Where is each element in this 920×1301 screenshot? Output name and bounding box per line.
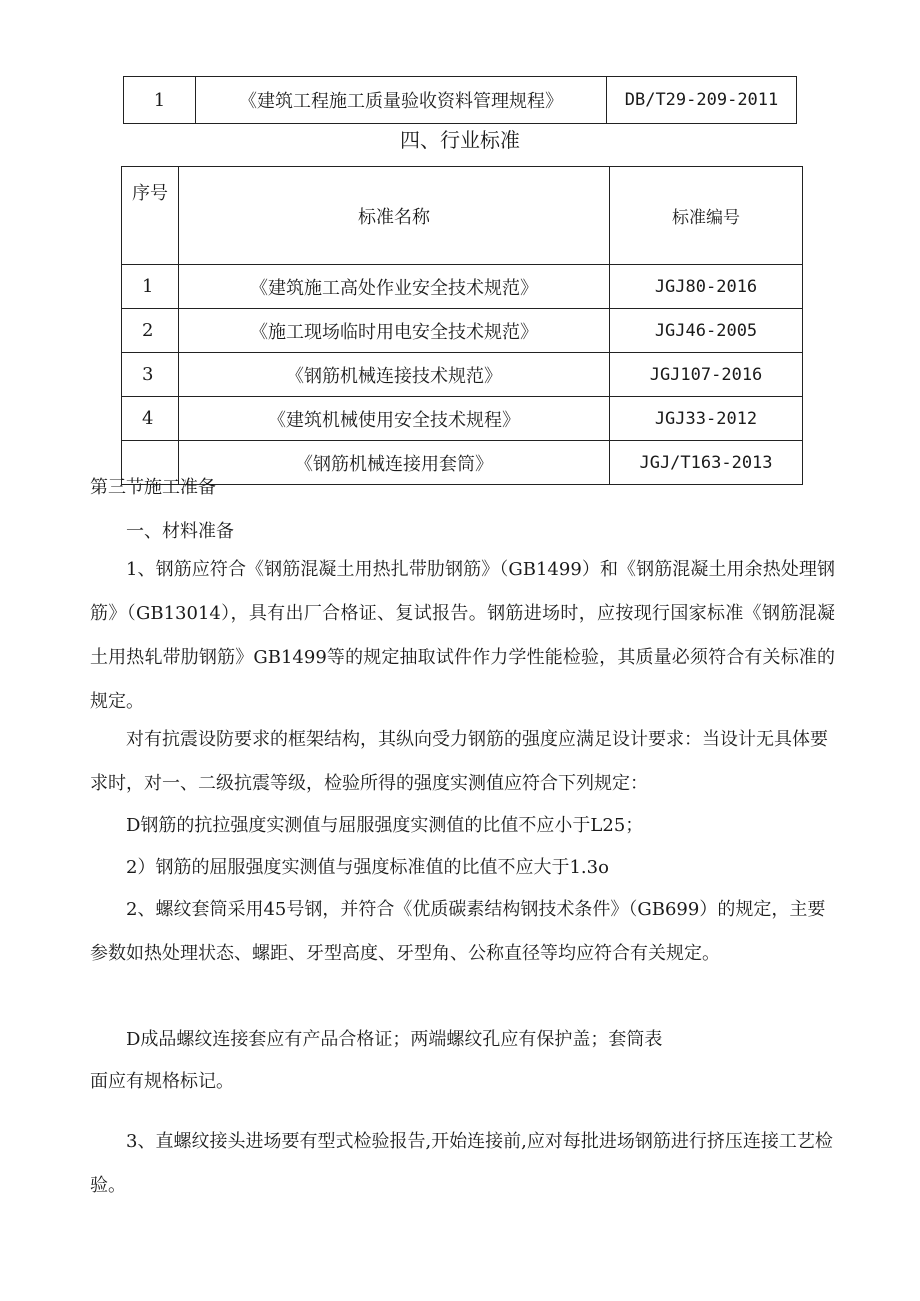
standard-name: 《建筑机械使用安全技术规程》	[179, 397, 610, 441]
header-number: 序号	[122, 167, 179, 265]
table-header-row	[122, 167, 803, 265]
paragraph-rule-1: D钢筋的抗拉强度实测值与屈服强度实测值的比值不应小于L25；	[126, 815, 644, 836]
standard-code: JGJ33-2012	[610, 397, 803, 441]
header-name: 标准名称	[179, 167, 610, 265]
paragraph-connector-certificate-cont: 面应有规格标记。	[90, 1071, 234, 1092]
standard-code: JGJ/T163-2013	[610, 441, 803, 485]
table-row	[122, 397, 803, 441]
header-code: 标准编号	[610, 167, 803, 265]
regional-standards-table	[123, 76, 797, 124]
row-number: 1	[124, 77, 196, 124]
standard-name: 《建筑施工高处作业安全技术规范》	[179, 265, 610, 309]
standard-name: 《钢筋机械连接用套筒》	[179, 441, 610, 485]
paragraph-thread-joint-report: 3、直螺纹接头进场要有型式检验报告,开始连接前,应对每批进场钢筋进行挤压连接工艺检验。	[90, 1131, 833, 1196]
table-row	[122, 265, 803, 309]
row-number: 4	[122, 397, 179, 441]
row-number: 1	[122, 265, 179, 309]
standard-code: JGJ80-2016	[610, 265, 803, 309]
standard-code: JGJ107-2016	[610, 353, 803, 397]
standard-code: DB/T29-209-2011	[607, 77, 797, 124]
standard-name: 《施工现场临时用电安全技术规范》	[179, 309, 610, 353]
standard-name: 《建筑工程施工质量验收资料管理规程》	[196, 77, 607, 124]
row-number: 3	[122, 353, 179, 397]
paragraph-seismic-requirements: 对有抗震设防要求的框架结构，其纵向受力钢筋的强度应满足设计要求：当设计无具体要求时，对一、二级抗震等级，检验所得的强度实测值应符合下列规定：	[90, 729, 828, 794]
industry-standards-table	[121, 166, 803, 485]
row-number: 2	[122, 309, 179, 353]
paragraph-sleeve-steel: 2、螺纹套筒采用45号钢，并符合《优质碳素结构钢技术条件》（GB699）的规定，主要参数如热处理状态、螺距、牙型高度、牙型角、公称直径等均应符合有关规定。	[90, 899, 826, 964]
paragraph-rebar-requirements: 1、钢筋应符合《钢筋混凝土用热扎带肋钢筋》（GB1499）和《钢筋混凝土用余热处理钢筋》（GB13014），具有出厂合格证、复试报告。钢筋进场时，应按现行国家标准《钢筋混凝土用热轧带肋钢筋》GB1499等的规定抽取试件作力学性能检验，其质量必须符合有关标准的规定。	[90, 559, 835, 712]
section-heading: 第三节施工准备	[90, 477, 216, 498]
paragraph-rule-2: 2）钢筋的屈服强度实测值与强度标准值的比值不应大于1.3o	[126, 857, 609, 878]
paragraph-connector-certificate: D成品螺纹连接套应有产品合格证；两端螺纹孔应有保护盖；套筒表	[126, 1029, 663, 1050]
table-row	[124, 77, 797, 124]
standard-code: JGJ46-2005	[610, 309, 803, 353]
table-row	[122, 309, 803, 353]
standard-name: 《钢筋机械连接技术规范》	[179, 353, 610, 397]
sub-heading: 一、材料准备	[126, 521, 234, 542]
section-title: 四、行业标准	[400, 128, 520, 152]
table-row	[122, 353, 803, 397]
table-row	[122, 441, 803, 485]
